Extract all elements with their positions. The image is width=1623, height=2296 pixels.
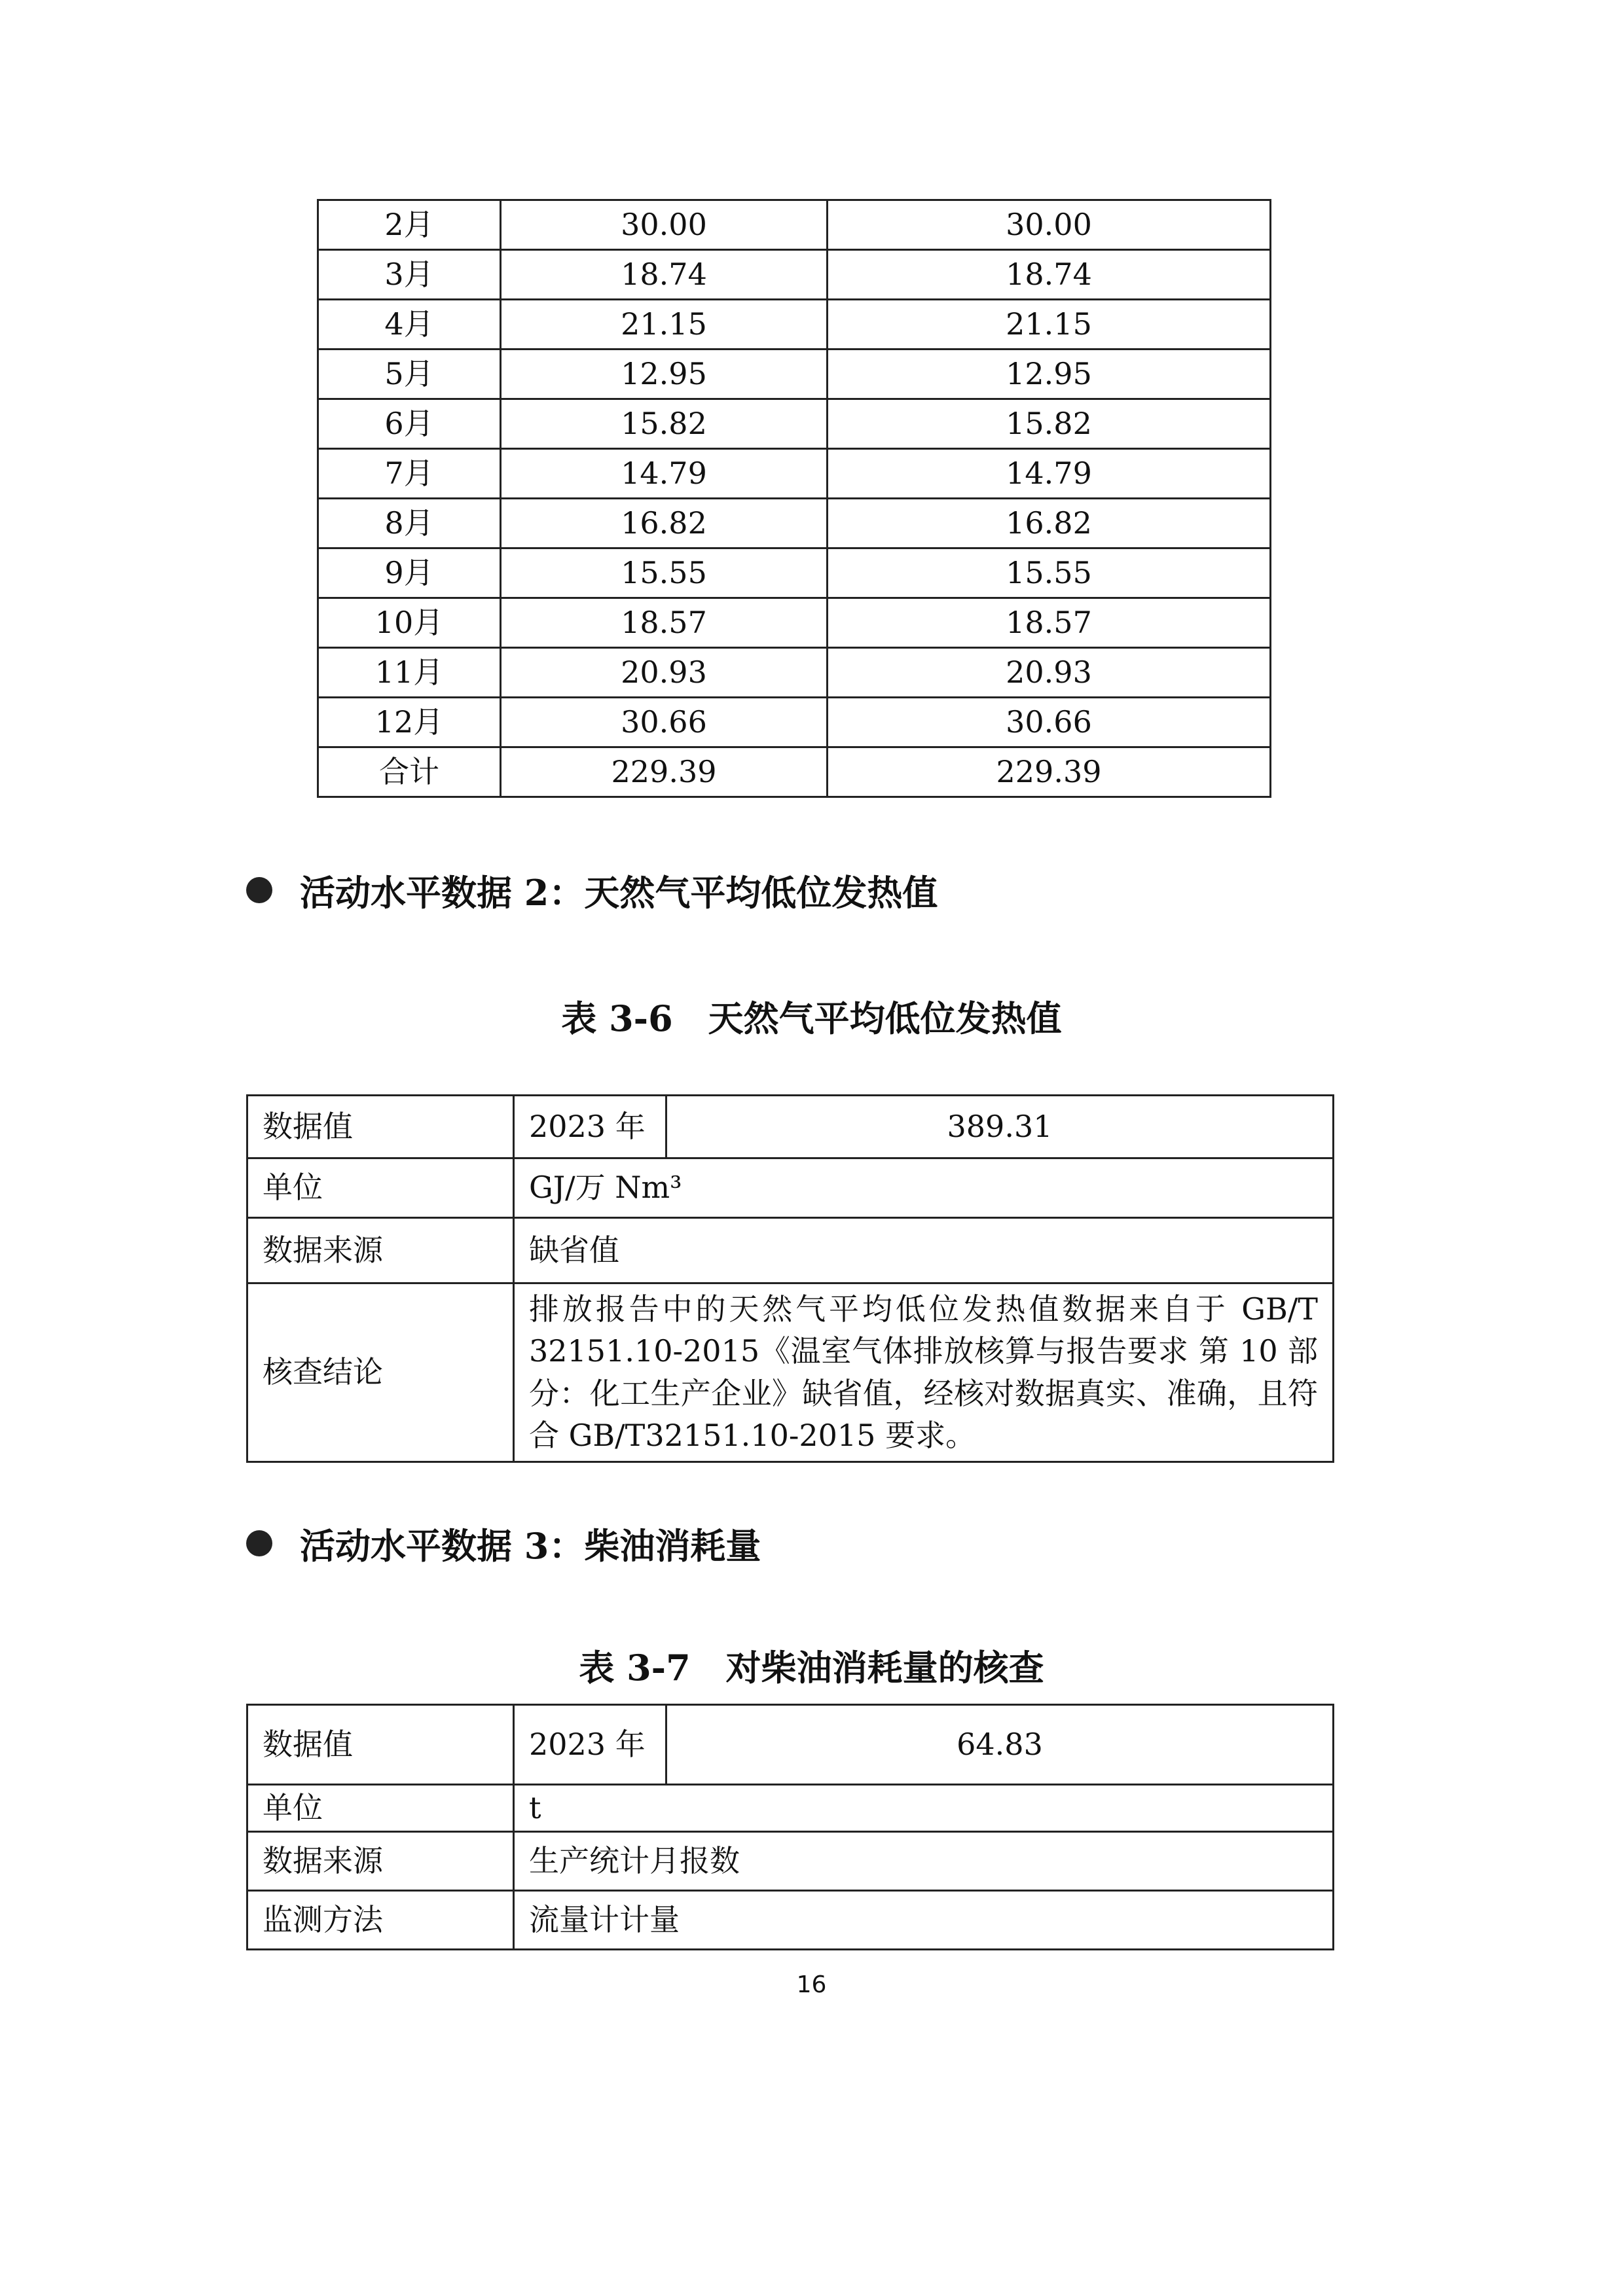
value-cell: 20.93: [828, 648, 1271, 698]
section-heading-text: 活动水平数据 2：天然气平均低位发热值: [300, 871, 938, 914]
table-row: [318, 399, 1271, 449]
table-row: [318, 200, 1271, 250]
section-heading-text: 活动水平数据 3：柴油消耗量: [300, 1524, 761, 1567]
value-cell: 229.39: [828, 747, 1271, 797]
value-cell: 16.82: [501, 499, 828, 548]
value-cell: 30.00: [828, 200, 1271, 250]
table-row: [318, 350, 1271, 399]
month-cell: 7月: [318, 449, 501, 499]
value-cell: 14.79: [501, 449, 828, 499]
month-cell: 9月: [318, 548, 501, 598]
month-cell: 8月: [318, 499, 501, 548]
table-row: [318, 250, 1271, 300]
table-row: [318, 300, 1271, 350]
table-row: [318, 598, 1271, 648]
calorific-value-table: [246, 1094, 1334, 1463]
value-cell: 12.95: [501, 350, 828, 399]
table-caption-3-7: 表 3-7 对柴油消耗量的核查: [579, 1647, 1044, 1689]
year-cell: 2023 年: [514, 1705, 666, 1785]
label-conclusion: 核查结论: [247, 1283, 514, 1462]
value-cell: 30.66: [501, 698, 828, 747]
value-cell: 30.66: [828, 698, 1271, 747]
label-data-value: 数据值: [247, 1705, 514, 1785]
month-cell: 4月: [318, 300, 501, 350]
value-cell: 15.55: [828, 548, 1271, 598]
month-cell: 2月: [318, 200, 501, 250]
table-row: [318, 449, 1271, 499]
value-cell: 15.82: [828, 399, 1271, 449]
label-data-source: 数据来源: [247, 1218, 514, 1283]
month-cell: 5月: [318, 350, 501, 399]
label-unit: 单位: [247, 1158, 514, 1218]
data-source-cell: 生产统计月报数: [514, 1832, 1334, 1891]
value-cell: 20.93: [501, 648, 828, 698]
value-cell: 30.00: [501, 200, 828, 250]
month-cell: 3月: [318, 250, 501, 300]
value-cell: 18.57: [828, 598, 1271, 648]
value-cell: 229.39: [501, 747, 828, 797]
month-cell: 合计: [318, 747, 501, 797]
value-cell: 18.74: [828, 250, 1271, 300]
label-unit: 单位: [247, 1785, 514, 1832]
month-cell: 10月: [318, 598, 501, 648]
table-row: [318, 548, 1271, 598]
table-row: [318, 747, 1271, 797]
data-source-cell: 缺省值: [514, 1218, 1334, 1283]
monitoring-method-cell: 流量计计量: [514, 1891, 1334, 1950]
value-cell: 18.57: [501, 598, 828, 648]
diesel-consumption-table: [246, 1704, 1334, 1950]
table-row: [318, 648, 1271, 698]
table-caption-3-6: 表 3-6 天然气平均低位发热值: [561, 997, 1062, 1039]
data-value-cell: 389.31: [666, 1096, 1334, 1158]
month-cell: 6月: [318, 399, 501, 449]
bullet-dot-icon: [246, 877, 272, 903]
label-monitoring-method: 监测方法: [247, 1891, 514, 1950]
label-data-source: 数据来源: [247, 1832, 514, 1891]
month-cell: 11月: [318, 648, 501, 698]
value-cell: 14.79: [828, 449, 1271, 499]
unit-cell: t: [514, 1785, 1334, 1832]
table-row: [318, 499, 1271, 548]
value-cell: 16.82: [828, 499, 1271, 548]
section-heading-calorific: [246, 864, 938, 916]
value-cell: 21.15: [828, 300, 1271, 350]
unit-cell: GJ/万 Nm³: [514, 1158, 1334, 1218]
table-row: [318, 698, 1271, 747]
conclusion-cell: 排放报告中的天然气平均低位发热值数据来自于 GB/T 32151.10-2015《温室气体排放核算与报告要求 第 10 部分：化工生产企业》缺省值，经核对数据真实、准确，且符合 GB/T32151.10-2015 要求。: [514, 1283, 1334, 1462]
page-number: 16: [796, 1971, 827, 1998]
value-cell: 12.95: [828, 350, 1271, 399]
value-cell: 21.15: [501, 300, 828, 350]
value-cell: 18.74: [501, 250, 828, 300]
value-cell: 15.55: [501, 548, 828, 598]
section-heading-diesel: [246, 1517, 761, 1570]
monthly-consumption-table: [317, 199, 1271, 798]
value-cell: 15.82: [501, 399, 828, 449]
data-value-cell: 64.83: [666, 1705, 1334, 1785]
bullet-dot-icon: [246, 1530, 272, 1556]
label-data-value: 数据值: [247, 1096, 514, 1158]
month-cell: 12月: [318, 698, 501, 747]
year-cell: 2023 年: [514, 1096, 666, 1158]
